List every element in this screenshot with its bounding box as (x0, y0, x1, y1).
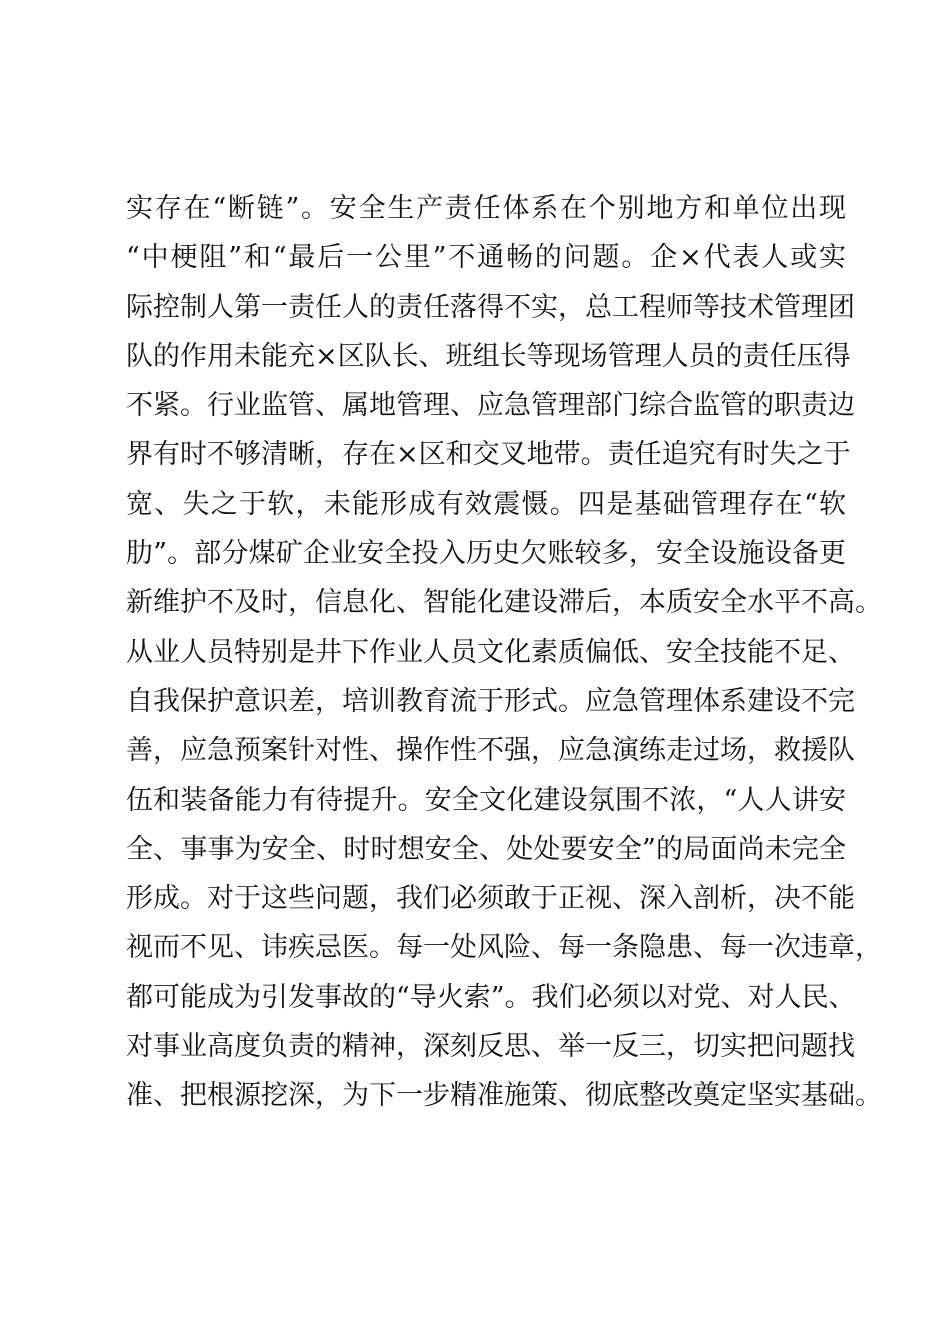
body-paragraph (126, 184, 882, 1121)
text-line: 际控制人第一责任人的责任落得不实，总工程师等技术管理团 (126, 291, 855, 323)
text-line: 伍和装备能力有待提升。安全文化建设氛围不浓，“人人讲安 (126, 784, 846, 816)
text-line: 实存在“断链”。安全生产责任体系在个别地方和单位出现 (126, 193, 846, 224)
text-line: 全、事事为安全、时时想安全、处处要安全”的局面尚未完全 (126, 833, 846, 865)
text-line: 肋”。部分煤矿企业安全投入历史欠账较多，安全设施设备更 (126, 538, 846, 570)
text-line: 视而不见、讳疾忌医。每一处风险、每一条隐患、每一次违章， (126, 932, 882, 964)
text-line: 准、把根源挖深，为下一步精准施策、彻底整改奠定坚实基础。 (126, 1080, 882, 1112)
text-line: 对事业高度负责的精神，深刻反思、举一反三，切实把问题找 (126, 1031, 855, 1063)
text-line: 不紧。行业监管、属地管理、应急管理部门综合监管的职责边 (126, 390, 855, 422)
text-line: 善，应急预案针对性、操作性不强，应急演练走过场，救援队 (126, 735, 855, 767)
text-line: 宽、失之于软，未能形成有效震慑。四是基础管理存在“软 (126, 488, 846, 520)
text-line: 形成。对于这些问题，我们必须敢于正视、深入剖析，决不能 (126, 883, 855, 915)
text-line: 都可能成为引发事故的“导火索”。我们必须以对党、对人民、 (126, 981, 856, 1013)
text-line: 界有时不够清晰，存在×区和交叉地带。责任追究有时失之于 (126, 439, 851, 471)
text-line: 新维护不及时，信息化、智能化建设滞后，本质安全水平不高。 (126, 587, 882, 619)
text-line: 从业人员特别是井下作业人员文化素质偏低、安全技能不足、 (126, 636, 855, 668)
text-line: 自我保护意识差，培训教育流于形式。应急管理体系建设不完 (126, 685, 855, 717)
text-line: 队的作用未能充×区队长、班组长等现场管理人员的责任压得 (126, 340, 851, 372)
text-line: “中梗阻”和“最后一公里”不通畅的问题。企×代表人或实 (126, 242, 846, 274)
